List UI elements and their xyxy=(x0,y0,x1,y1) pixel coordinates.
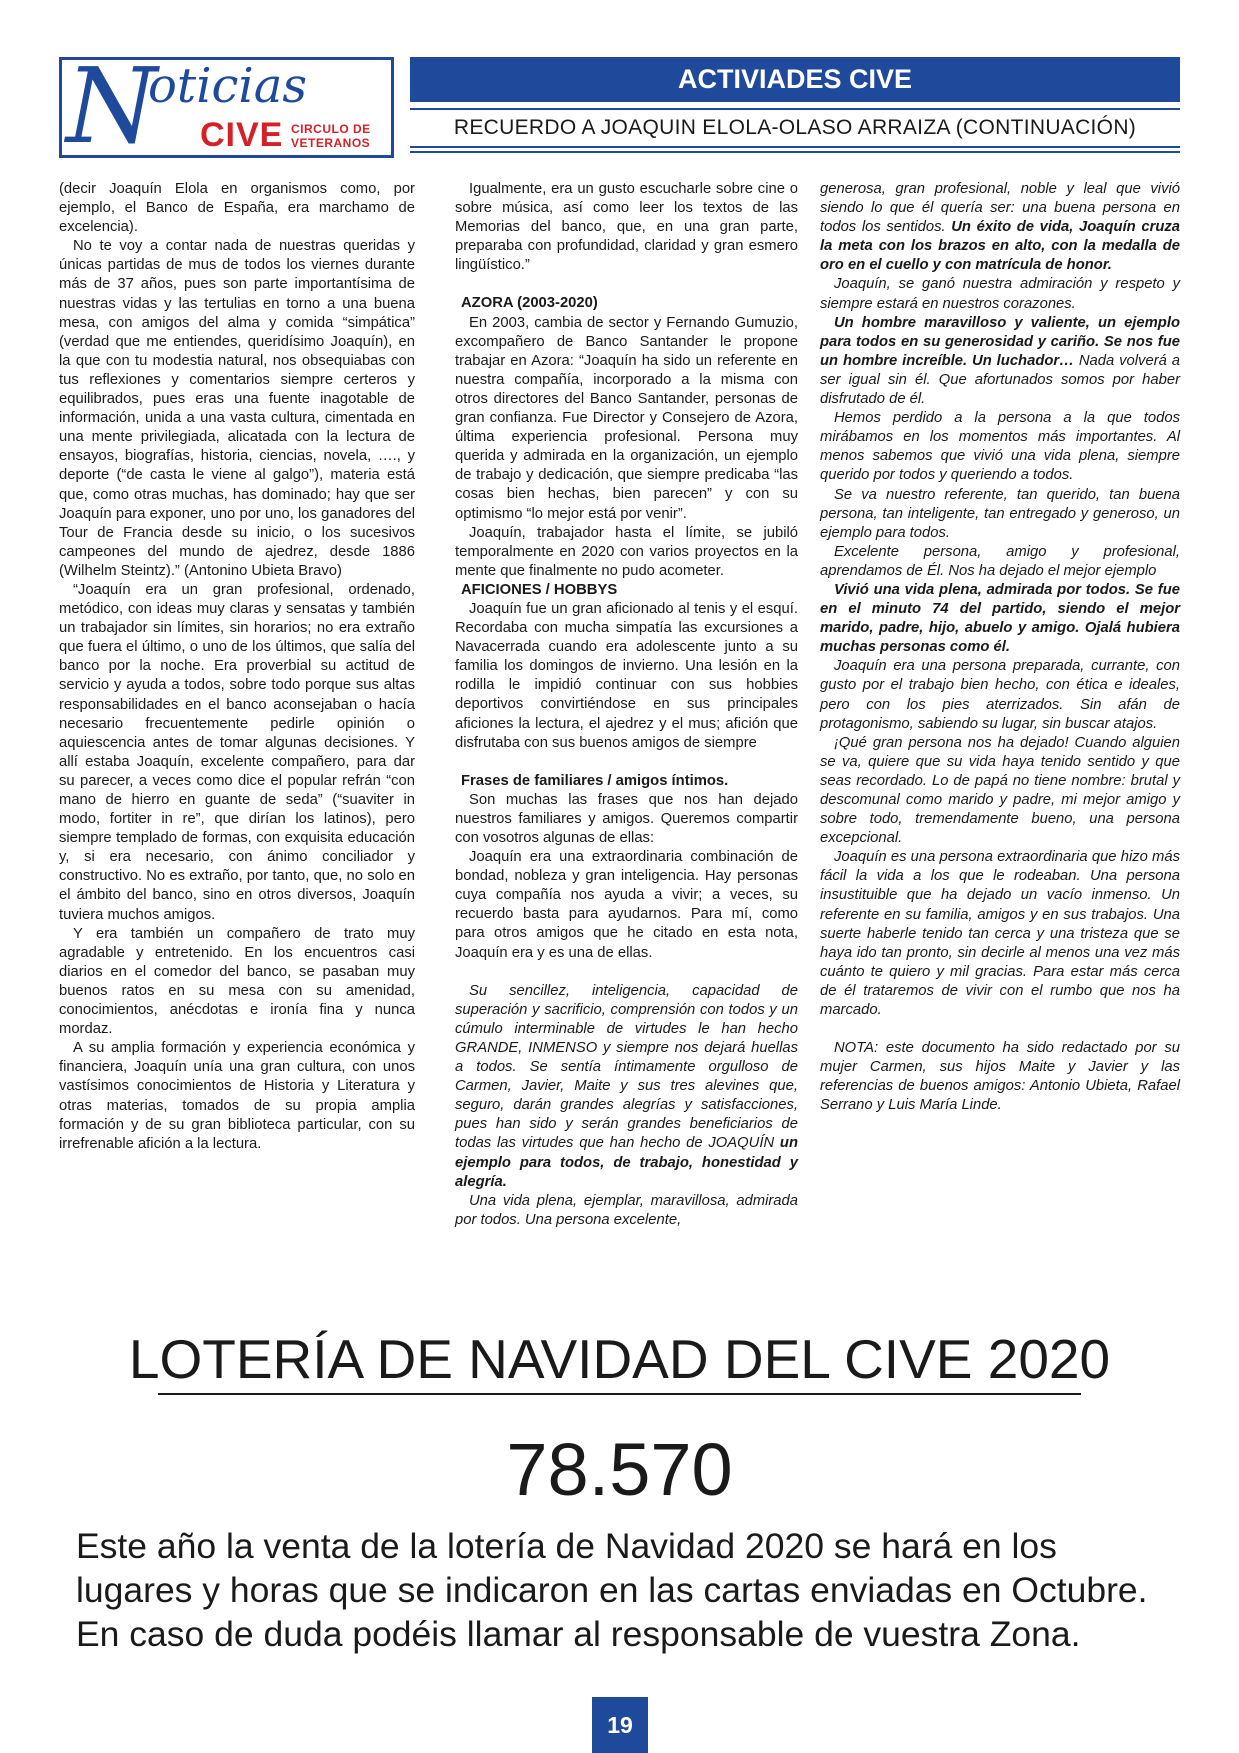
header-rule-bottom-2 xyxy=(410,151,1180,153)
paragraph: Joaquín era una extraordinaria combinación de bondad, nobleza y gran inteligencia. Hay personas cuya compañía nos ayuda a vivir; a veces, su recuerdo basta para ayudarnos. Para mí, como para otros amigos que he citado en esta nota, Joaquín era y es una de ellas. xyxy=(455,849,798,961)
paragraph: Son muchas las frases que nos han dejado nuestros familiares y amigos. Queremos compartir con vosotros algunas de ellas: xyxy=(455,791,798,846)
quote-paragraph: Hemos perdido a la persona a la que todos mirábamos en los momentos más importantes. Al menos sabemos que vivió una vida plena, siempre querido por todos y queriendo a todos. xyxy=(820,410,1180,484)
article-column-2 xyxy=(455,180,798,1230)
logo-sub-line1: CIRCULO DE xyxy=(291,122,371,136)
quote-paragraph: Se va nuestro referente, tan querido, tan buena persona, tan inteligente, tan entregado y generoso, un ejemplo para todos. xyxy=(820,486,1180,541)
quote-paragraph xyxy=(455,982,798,1192)
header-rule-top xyxy=(410,108,1180,110)
paragraph: A su amplia formación y experiencia económica y financiera, Joaquín unía una gran cultura, con unos vastísimos conocimientos de Historia y Literatura y otras materias, tomados de su propia amplia formación y de su gran biblioteca particular, con su irrefrenable afición a la lectura. xyxy=(59,1040,415,1152)
section-title-bar: ACTIVIADES CIVE xyxy=(410,57,1180,102)
quote-paragraph xyxy=(820,314,1180,409)
quote-paragraph: Joaquín, se ganó nuestra admiración y respeto y siempre estará en nuestros corazones. xyxy=(820,276,1180,312)
section-heading-aficiones: AFICIONES / HOBBYS xyxy=(461,581,618,598)
paragraph: Y era también un compañero de trato muy agradable y entretenido. En los encuentros casi diarios en el comedor del banco, se pasaban muy buenos ratos en su mesa con su amenidad, conocimientos, anécdotas e ironía fina y nunca mordaz. xyxy=(59,925,415,1038)
quote-paragraph: Joaquín es una persona extraordinaria que hizo más fácil la vida a los que le rodeaban. Una persona insustituible que ha dejado un vacío inmenso. Un referente en su familia, amigos y en sus trabajos. Una suerte haberle tenido tan cerca y una tristeza que se haya ido tan pronto, sin decirle al menos una vez más cuánto te quiero y mil gracias. Para estar más cerca de él trataremos de vivir con el rumbo que nos ha marcado. xyxy=(820,849,1180,1019)
lottery-number: 78.570 xyxy=(506,1428,733,1511)
logo-sub-line2: VETERANOS xyxy=(291,136,371,150)
article-column-1 xyxy=(59,180,415,1154)
paragraph: “Joaquín era un gran profesional, ordenado, metódico, con ideas muy claras y sensatas y también un trabajador sin límites, sin horarios; no era extraño que fuera el último, o uno de los últimos, que salía del banco por la noche. Era proverbial su actitud de servicio y ayuda a todos, sobre todo porque sus altas responsabilidades en el banco aconsejaban o hacía necesario frecuentemente pedirle opinión o aquiescencia antes de tomar algunas decisiones. Y allí estaba Joaquín, excelente compañero, para dar su parecer, a veces como dice el popular refrán “con mano de hierro en guante de seda” (“suaviter in modo, fortiter in re”, que dirían los latinos), pero siempre templado de formas, con exquisita educación y, si era necesario, con ánimo conciliador y constructivo. No es extraño, por tanto, que, no solo en el ámbito del banco, sino en otros diversos, Joaquín tuviera muchos amigos. xyxy=(59,581,415,923)
quote-bold-text: Un hombre maravilloso y valiente, un ejemplo para todos en su generosidad y cariño. Se nos fue un hombre increíble. Un luchador… xyxy=(820,314,1180,369)
lottery-info-text: Este año la venta de la lotería de Navidad 2020 se hará en los lugares y horas que se indicaron en las cartas enviadas en Octubre. En caso de duda podéis llamar al responsable de vuestra Zona. xyxy=(76,1526,1148,1654)
header-rule-bottom xyxy=(410,146,1180,148)
page-number: 19 xyxy=(592,1697,648,1753)
paragraph: Joaquín fue un gran aficionado al tenis y el esquí. Recordaba con mucha simpatía las excursiones a Navacerrada cuando era adolescente junto a su familia los domingos de invierno. Una lesión en la rodilla le impidió continuar con sus hobbies deportivos convirtiéndose en sus principales aficiones la lectura, el ajedrez y el mus; afición que disfrutaba con sus buenos amigos de siempre xyxy=(455,600,798,751)
logo-cive-text: CIVE xyxy=(200,116,284,154)
quote-paragraph: Vivió una vida plena, admirada por todos. Se fue en el minuto 74 del partido, siendo el mejor marido, padre, hijo, abuelo y amigo. Ojalá hubiera muchas personas como él. xyxy=(820,581,1180,656)
quote-text: generosa, gran profesional, noble y leal que vivió siendo lo que él quería ser: una buena persona en todos los sentidos. xyxy=(820,181,1180,236)
section-heading-azora: AZORA (2003-2020) xyxy=(461,295,598,312)
logo-script-word: oticias xyxy=(148,58,308,114)
quote-paragraph xyxy=(820,180,1180,275)
logo-script-initial: N xyxy=(66,45,157,162)
article-column-3 xyxy=(820,180,1180,1116)
paragraph: Joaquín, trabajador hasta el límite, se jubiló temporalmente en 2020 con varios proyectos en la mente que finalmente no pudo acometer. xyxy=(455,524,798,579)
quote-bold-text: Un éxito de vida, Joaquín cruza la meta con los brazos en alto, con la medalla de oro en el cuello y con matrícula de honor. xyxy=(820,219,1181,274)
paragraph: No te voy a contar nada de nuestras queridas y únicas partidas de mus de todos los viernes durante más de 37 años, pues son parte importantísima de nuestras vidas y las tertulias en torno a una buena mesa, con amigos del alma y comida “simpática” (verdad que me entiendes, queridísimo Joaquín), en la que con tu modestia natural, nos obsequiabas con tus reflexiones y comentarios siempre certeros y equilibrados, pues eras una fuente inagotable de información, unida a una vasta cultura, cimentada en una mente privilegiada, alicatada con la lectura de ensayos, biografías, historia, ciencias, novela, …., y deporte (“de casta le viene al galgo”), materia está que, como otras muchas, has dominado; hay que ser Joaquín para exponer, uno por uno, los ganadores del Tour de Francia desde su inicio, o los sucesivos campeones del mundo de ajedrez, desde 1886 (Wilhelm Steintz).” (Antonino Ubieta Bravo) xyxy=(59,238,415,579)
paragraph: Igualmente, era un gusto escucharle sobre cine o sobre música, así como leer los textos de las Memorias del banco, que, en una gran parte, preparaba con profundidad, claridad y gran esmero lingüístico.” xyxy=(455,181,798,274)
noticias-cive-logo xyxy=(59,45,394,162)
paragraph: (decir Joaquín Elola en organismos como, por ejemplo, el Banco de España, era marchamo de excelencia). xyxy=(59,181,415,236)
quote-paragraph: ¡Qué gran persona nos ha dejado! Cuando alguien se va, quiere que su vida haya tenido sentido y que seas recordado. Lo de papá no tiene nombre: brutal y descomunal como marido y padre, mi mejor amigo y sobre todo, tremendamente bueno, una persona excepcional. xyxy=(820,734,1180,847)
quote-paragraph: Joaquín era una persona preparada, currante, con gusto por el trabajo bien hecho, con ética e ideales, pero con los pies aterrizados. Sin afán de protagonismo, sabiendo su lugar, sin buscar atajos. xyxy=(820,658,1180,732)
section-heading-frases: Frases de familiares / amigos íntimos. xyxy=(461,772,729,789)
quote-paragraph: Excelente persona, amigo y profesional, aprendamos de Él. Nos ha dejado el mejor ejemplo xyxy=(820,543,1180,579)
quote-text: Nada volverá a ser igual sin él. Que afortunados somos por haber disfrutado de él. xyxy=(820,352,1180,408)
logo-subtitle xyxy=(291,122,371,150)
article-subtitle: RECUERDO A JOAQUIN ELOLA-OLASO ARRAIZA (CONTINUACIÓN) xyxy=(453,116,1137,139)
quote-paragraph: Una vida plena, ejemplar, maravillosa, admirada por todos. Una persona excelente, xyxy=(455,1192,798,1228)
lottery-title-underline xyxy=(158,1393,1081,1395)
paragraph: En 2003, cambia de sector y Fernando Gumuzio, excompañero de Banco Santander le propone trabajar en Azora: “Joaquín ha sido un referente en nuestra compañía, incorporado a la misma con otros directores del Banco Santander, personas de gran confianza. Fue Director y Consejero de Azora, última experiencia profesional. Persona muy querida y admirada en la organización, un ejemplo de trabajo y dedicación, que siempre predicaba “las cosas bien hechas, bien parecen” y con su optimismo “lo mejor está por venir”. xyxy=(455,314,798,522)
quote-bold-text: un ejemplo para todos, de trabajo, honestidad y alegría. xyxy=(455,1135,798,1190)
lottery-title: LOTERÍA DE NAVIDAD DEL CIVE 2020 xyxy=(128,1328,1111,1390)
quote-text: Su sencillez, inteligencia, capacidad de superación y sacrificio, comprensión con todos y un cúmulo interminable de virtudes le han hecho GRANDE, INMENSO y siempre nos dejará huellas a todos. Se sentía íntimamente orgulloso de Carmen, Javier, Maite y sus tres alevines que, seguro, darán grandes alegrías y satisfacciones, pues han sido y serán grandes beneficiarios de todas las virtudes que han hecho de JOAQUÍN xyxy=(455,982,798,1152)
editor-note: NOTA: este documento ha sido redactado por su mujer Carmen, sus hijos Maite y Javier y las referencias de buenos amigos: Antonio Ubieta, Rafael Serrano y Luis María Linde. xyxy=(820,1040,1180,1114)
